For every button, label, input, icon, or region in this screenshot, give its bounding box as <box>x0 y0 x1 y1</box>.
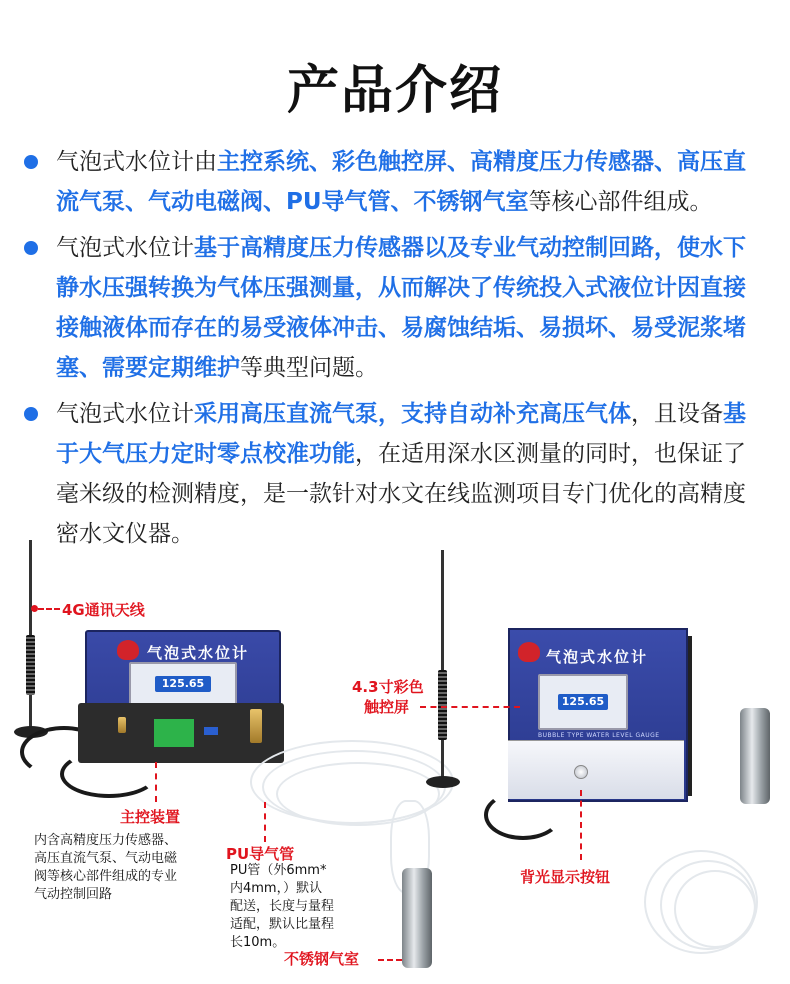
pu-tube-label: PU导气管 <box>226 845 295 863</box>
antenna-connector-icon <box>118 717 126 733</box>
steel-chamber-icon <box>402 868 432 968</box>
touchscreen-label-line2: 触控屏 <box>364 698 410 716</box>
usb-port-icon <box>204 727 218 735</box>
pu-tube-icon <box>674 870 756 948</box>
callout-leader <box>155 762 157 802</box>
power-cable-icon <box>484 790 562 840</box>
backlight-button-icon[interactable] <box>574 765 588 779</box>
brand-logo-icon <box>117 640 139 660</box>
device-screen <box>538 674 628 730</box>
screen-reading: 125.65 <box>155 676 211 692</box>
callout-leader <box>264 802 266 842</box>
callout-leader <box>378 959 402 961</box>
device-name: 气泡式水位计 <box>147 644 250 662</box>
brand-logo-icon <box>518 642 540 662</box>
steel-chamber-icon <box>740 708 770 804</box>
power-cable-icon <box>60 750 158 798</box>
device-subtitle: BUBBLE TYPE WATER LEVEL GAUGE <box>538 732 660 739</box>
air-fitting-icon <box>250 709 262 743</box>
antenna-base-icon <box>426 776 460 788</box>
pu-tube-desc: PU管（外6mm* 内4mm，）默认 配送，长度与量程 适配，默认比量程 长10m。 <box>230 863 335 950</box>
callout-leader <box>420 706 520 708</box>
feature-item <box>0 394 790 554</box>
bullet-dot-icon <box>24 241 38 255</box>
backlight-button-label: 背光显示按钮 <box>520 868 611 886</box>
feature-text: 气泡式水位计采用高压直流气泵，支持自动补充高压气体，且设备基于大气压力定时零点校准功能，在适用深水区测量的同时，也保证了毫米级的检测精度，是一款针对水文在线监测项目专门优化的高精度密水文仪器。 <box>56 401 746 547</box>
callout-leader <box>38 608 60 610</box>
product-illustration <box>0 540 790 984</box>
antenna-coil-icon <box>438 670 447 740</box>
touchscreen-label-line1: 4.3寸彩色 <box>352 678 424 696</box>
bullet-dot-icon <box>24 407 38 421</box>
feature-item <box>0 228 790 388</box>
antenna-right-icon <box>441 550 444 780</box>
device-name: 气泡式水位计 <box>546 648 649 666</box>
feature-text: 气泡式水位计基于高精度压力传感器以及专业气动控制回路，使水下静水压强转换为气体压强测量，从而解决了传统投入式液位计因直接接触液体而存在的易受液体冲击、易腐蚀结垢、易损坏、易受泥浆堵塞、需要定期维护等典型问题。 <box>56 235 746 381</box>
main-control-desc: 内含高精度压力传感器、 高压直流气泵、气动电磁 阀等核心部件组成的专业 气动控制回路 <box>34 833 178 902</box>
terminal-block-icon <box>154 719 194 747</box>
bullet-dot-icon <box>24 155 38 169</box>
feature-item <box>0 142 790 222</box>
callout-dot-icon <box>31 605 38 612</box>
screen-reading: 125.65 <box>558 694 608 710</box>
steel-chamber-label: 不锈钢气室 <box>284 950 360 968</box>
page-title: 产品介绍 <box>286 61 503 121</box>
main-control-label: 主控装置 <box>120 808 181 826</box>
feature-list <box>0 142 790 560</box>
antenna-label: 4G通讯天线 <box>62 601 145 619</box>
antenna-coil-icon <box>26 635 35 695</box>
callout-leader <box>580 790 582 860</box>
feature-text: 气泡式水位计由主控系统、彩色触控屏、高精度压力传感器、高压直流气泵、气动电磁阀、PU导气管、不锈钢气室等核心部件组成。 <box>56 149 746 215</box>
